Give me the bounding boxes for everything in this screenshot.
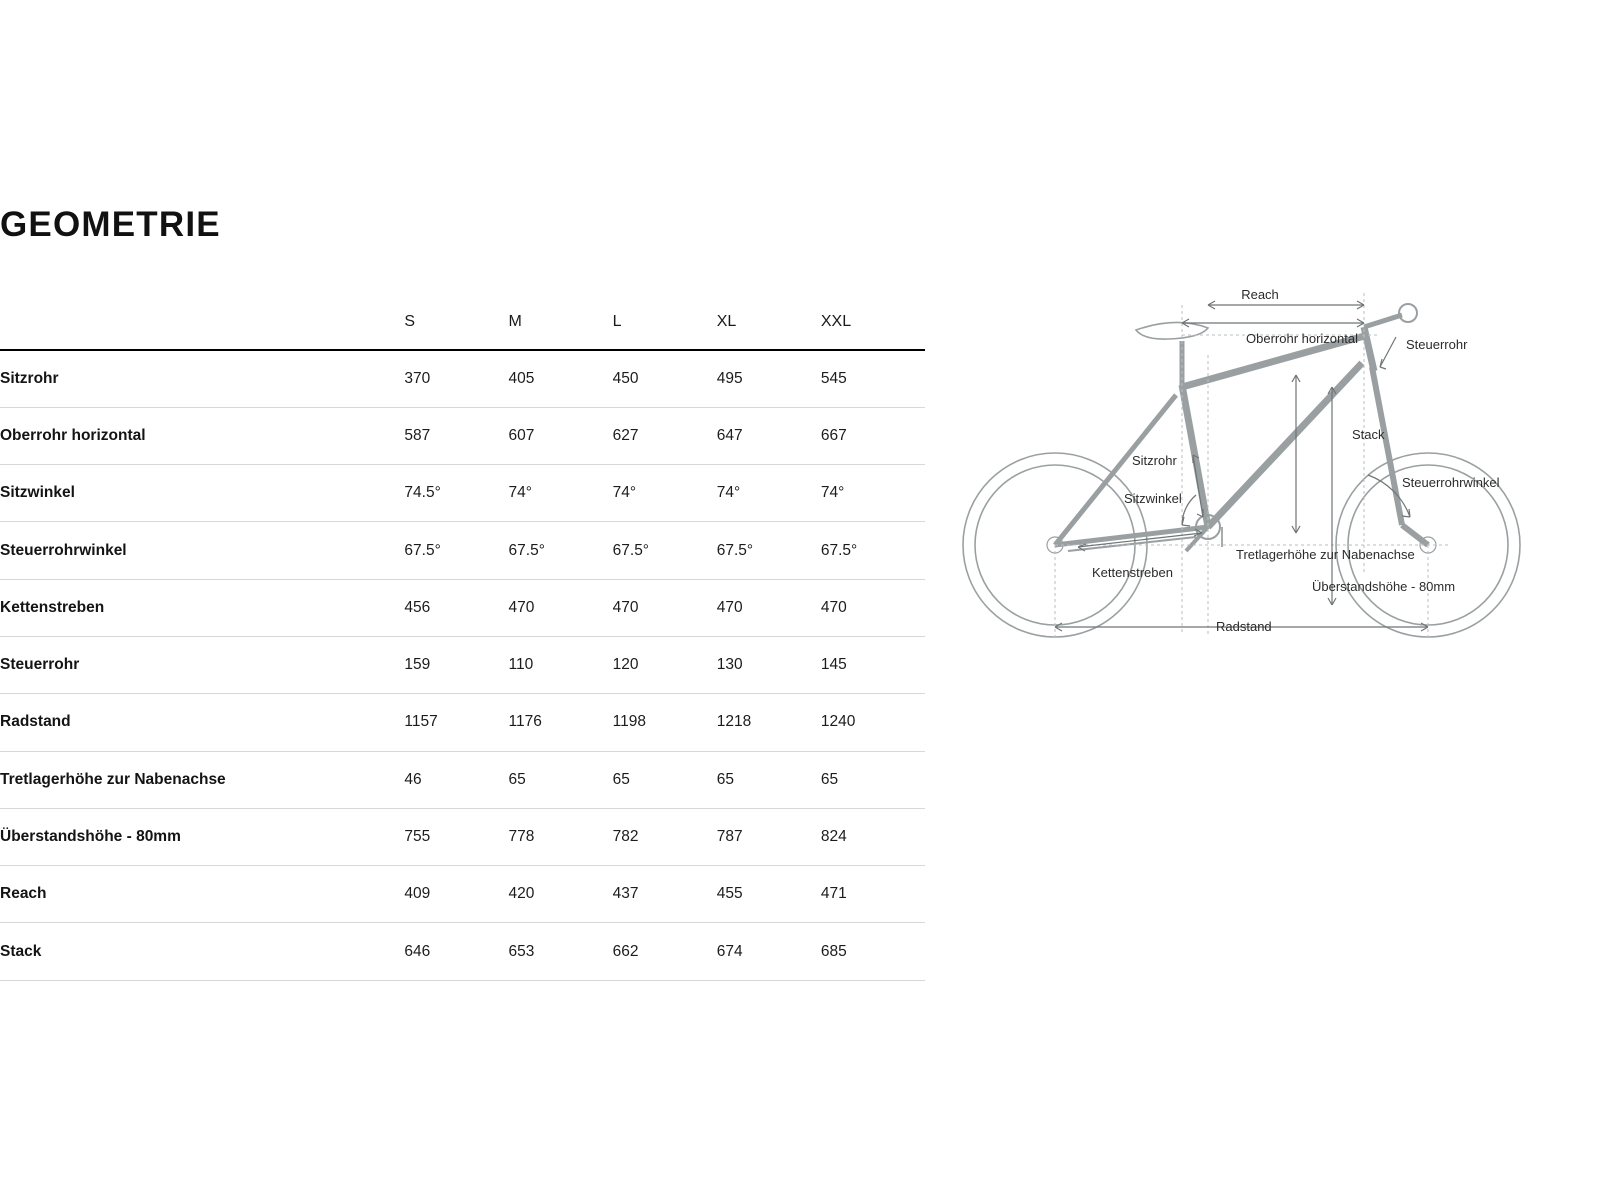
cell-l: 1198 xyxy=(612,713,646,731)
cell-m: 470 xyxy=(508,598,535,616)
cell-l: 120 xyxy=(612,656,639,674)
label-stack: Stack xyxy=(1352,427,1385,442)
column-header-xxl: XXL xyxy=(820,313,852,330)
table-row xyxy=(0,694,925,751)
table-header-row xyxy=(0,295,925,350)
column-header-s: S xyxy=(404,313,416,330)
table-row xyxy=(0,808,925,865)
cell-l: 782 xyxy=(612,828,639,846)
table-row xyxy=(0,923,925,980)
cell-xxl: 65 xyxy=(820,770,839,788)
cell-xl: 495 xyxy=(716,369,743,387)
row-label: Sitzwinkel xyxy=(0,484,75,502)
cell-m: 65 xyxy=(508,770,526,788)
row-label: Stack xyxy=(0,942,42,960)
table-row xyxy=(0,407,925,464)
fork xyxy=(1372,367,1402,525)
row-label: Überstandshöhe - 80mm xyxy=(0,828,181,846)
arc-seatangle xyxy=(1182,495,1196,525)
cell-m: 778 xyxy=(508,828,535,846)
label-oberrohr-horizontal: Oberrohr horizontal xyxy=(1246,331,1358,346)
label-kettenstreben: Kettenstreben xyxy=(1092,565,1173,580)
table-row xyxy=(0,579,925,636)
table-header xyxy=(0,295,925,350)
seatstay xyxy=(1055,395,1176,545)
handlebar-grip xyxy=(1399,304,1417,322)
row-label: Tretlagerhöhe zur Nabenachse xyxy=(0,770,226,788)
fork-dropout xyxy=(1402,525,1428,545)
head-tube xyxy=(1364,327,1374,371)
cell-l: 74° xyxy=(612,484,637,502)
table-row xyxy=(0,751,925,808)
row-label: Oberrohr horizontal xyxy=(0,426,146,444)
cell-xl: 787 xyxy=(716,828,743,846)
table-row xyxy=(0,350,925,407)
cell-s: 456 xyxy=(404,598,431,616)
cell-xl: 65 xyxy=(716,770,734,788)
cell-xl: 647 xyxy=(716,426,743,444)
cell-l: 437 xyxy=(612,885,639,903)
cell-xxl: 74° xyxy=(820,484,845,502)
cell-s: 159 xyxy=(404,656,431,674)
column-header-empty xyxy=(0,295,404,350)
cell-s: 587 xyxy=(404,426,431,444)
cell-s: 74.5° xyxy=(404,484,441,502)
cell-l: 627 xyxy=(612,426,639,444)
cell-s: 409 xyxy=(404,885,431,903)
stem xyxy=(1364,315,1402,327)
label-ueberstandshoehe: Überstandshöhe - 80mm xyxy=(1312,579,1456,594)
cell-xxl: 471 xyxy=(820,885,847,903)
saddle xyxy=(1136,322,1208,339)
table-body xyxy=(0,350,925,980)
label-sitzwinkel: Sitzwinkel xyxy=(1124,491,1182,506)
cell-xxl: 470 xyxy=(820,598,847,616)
cell-m: 67.5° xyxy=(508,541,545,559)
row-label: Reach xyxy=(0,885,47,903)
label-radstand: Radstand xyxy=(1216,619,1272,634)
cell-m: 405 xyxy=(508,369,535,387)
label-sitzrohr: Sitzrohr xyxy=(1132,453,1177,468)
cell-s: 46 xyxy=(404,770,422,788)
column-header-l: L xyxy=(612,313,622,330)
cell-xl: 130 xyxy=(716,656,743,674)
cell-s: 67.5° xyxy=(404,541,441,559)
label-steuerrohrwinkel: Steuerrohrwinkel xyxy=(1402,475,1500,490)
label-tretlagerhoehe: Tretlagerhöhe zur Nabenachse xyxy=(1236,547,1415,562)
geometry-table xyxy=(0,295,925,981)
cell-xxl: 685 xyxy=(820,942,847,960)
cell-xxl: 667 xyxy=(820,426,847,444)
cell-s: 755 xyxy=(404,828,431,846)
cell-m: 653 xyxy=(508,942,535,960)
cell-xxl: 1240 xyxy=(820,713,856,731)
cell-l: 662 xyxy=(612,942,639,960)
arrow-headtube xyxy=(1380,337,1396,367)
label-reach: Reach xyxy=(1241,287,1279,302)
cell-s: 370 xyxy=(404,369,431,387)
cell-m: 607 xyxy=(508,426,535,444)
chainstay xyxy=(1055,527,1208,545)
row-label: Kettenstreben xyxy=(0,598,105,616)
cell-xxl: 145 xyxy=(820,656,847,674)
cell-xl: 470 xyxy=(716,598,743,616)
cell-s: 1157 xyxy=(404,713,438,731)
row-label: Steuerrohrwinkel xyxy=(0,541,127,559)
cell-xl: 74° xyxy=(716,484,741,502)
cell-m: 110 xyxy=(508,656,534,674)
row-label: Radstand xyxy=(0,713,71,731)
column-header-m: M xyxy=(508,313,522,330)
row-label: Steuerrohr xyxy=(0,656,80,674)
cell-l: 67.5° xyxy=(612,541,650,559)
cell-s: 646 xyxy=(404,942,431,960)
label-steuerrohr: Steuerrohr xyxy=(1406,337,1468,352)
down-tube xyxy=(1208,363,1362,527)
row-label: Sitzrohr xyxy=(0,369,59,387)
cell-xl: 67.5° xyxy=(716,541,754,559)
page-title: GEOMETRIE xyxy=(0,205,221,244)
cell-xxl: 67.5° xyxy=(820,541,858,559)
table-row xyxy=(0,465,925,522)
cell-m: 74° xyxy=(508,484,532,502)
cell-xxl: 545 xyxy=(820,369,847,387)
geometry-table-wrapper xyxy=(0,295,925,981)
bike-geometry-diagram xyxy=(950,275,1590,675)
cell-l: 65 xyxy=(612,770,630,788)
cell-xl: 455 xyxy=(716,885,743,903)
cell-m: 420 xyxy=(508,885,535,903)
table-row xyxy=(0,866,925,923)
cell-l: 450 xyxy=(612,369,639,387)
cell-xl: 674 xyxy=(716,942,743,960)
column-header-xl: XL xyxy=(716,313,737,330)
cell-xl: 1218 xyxy=(716,713,752,731)
cell-xxl: 824 xyxy=(820,828,847,846)
table-row xyxy=(0,522,925,579)
cell-m: 1176 xyxy=(508,713,542,731)
cell-l: 470 xyxy=(612,598,639,616)
table-row xyxy=(0,636,925,693)
